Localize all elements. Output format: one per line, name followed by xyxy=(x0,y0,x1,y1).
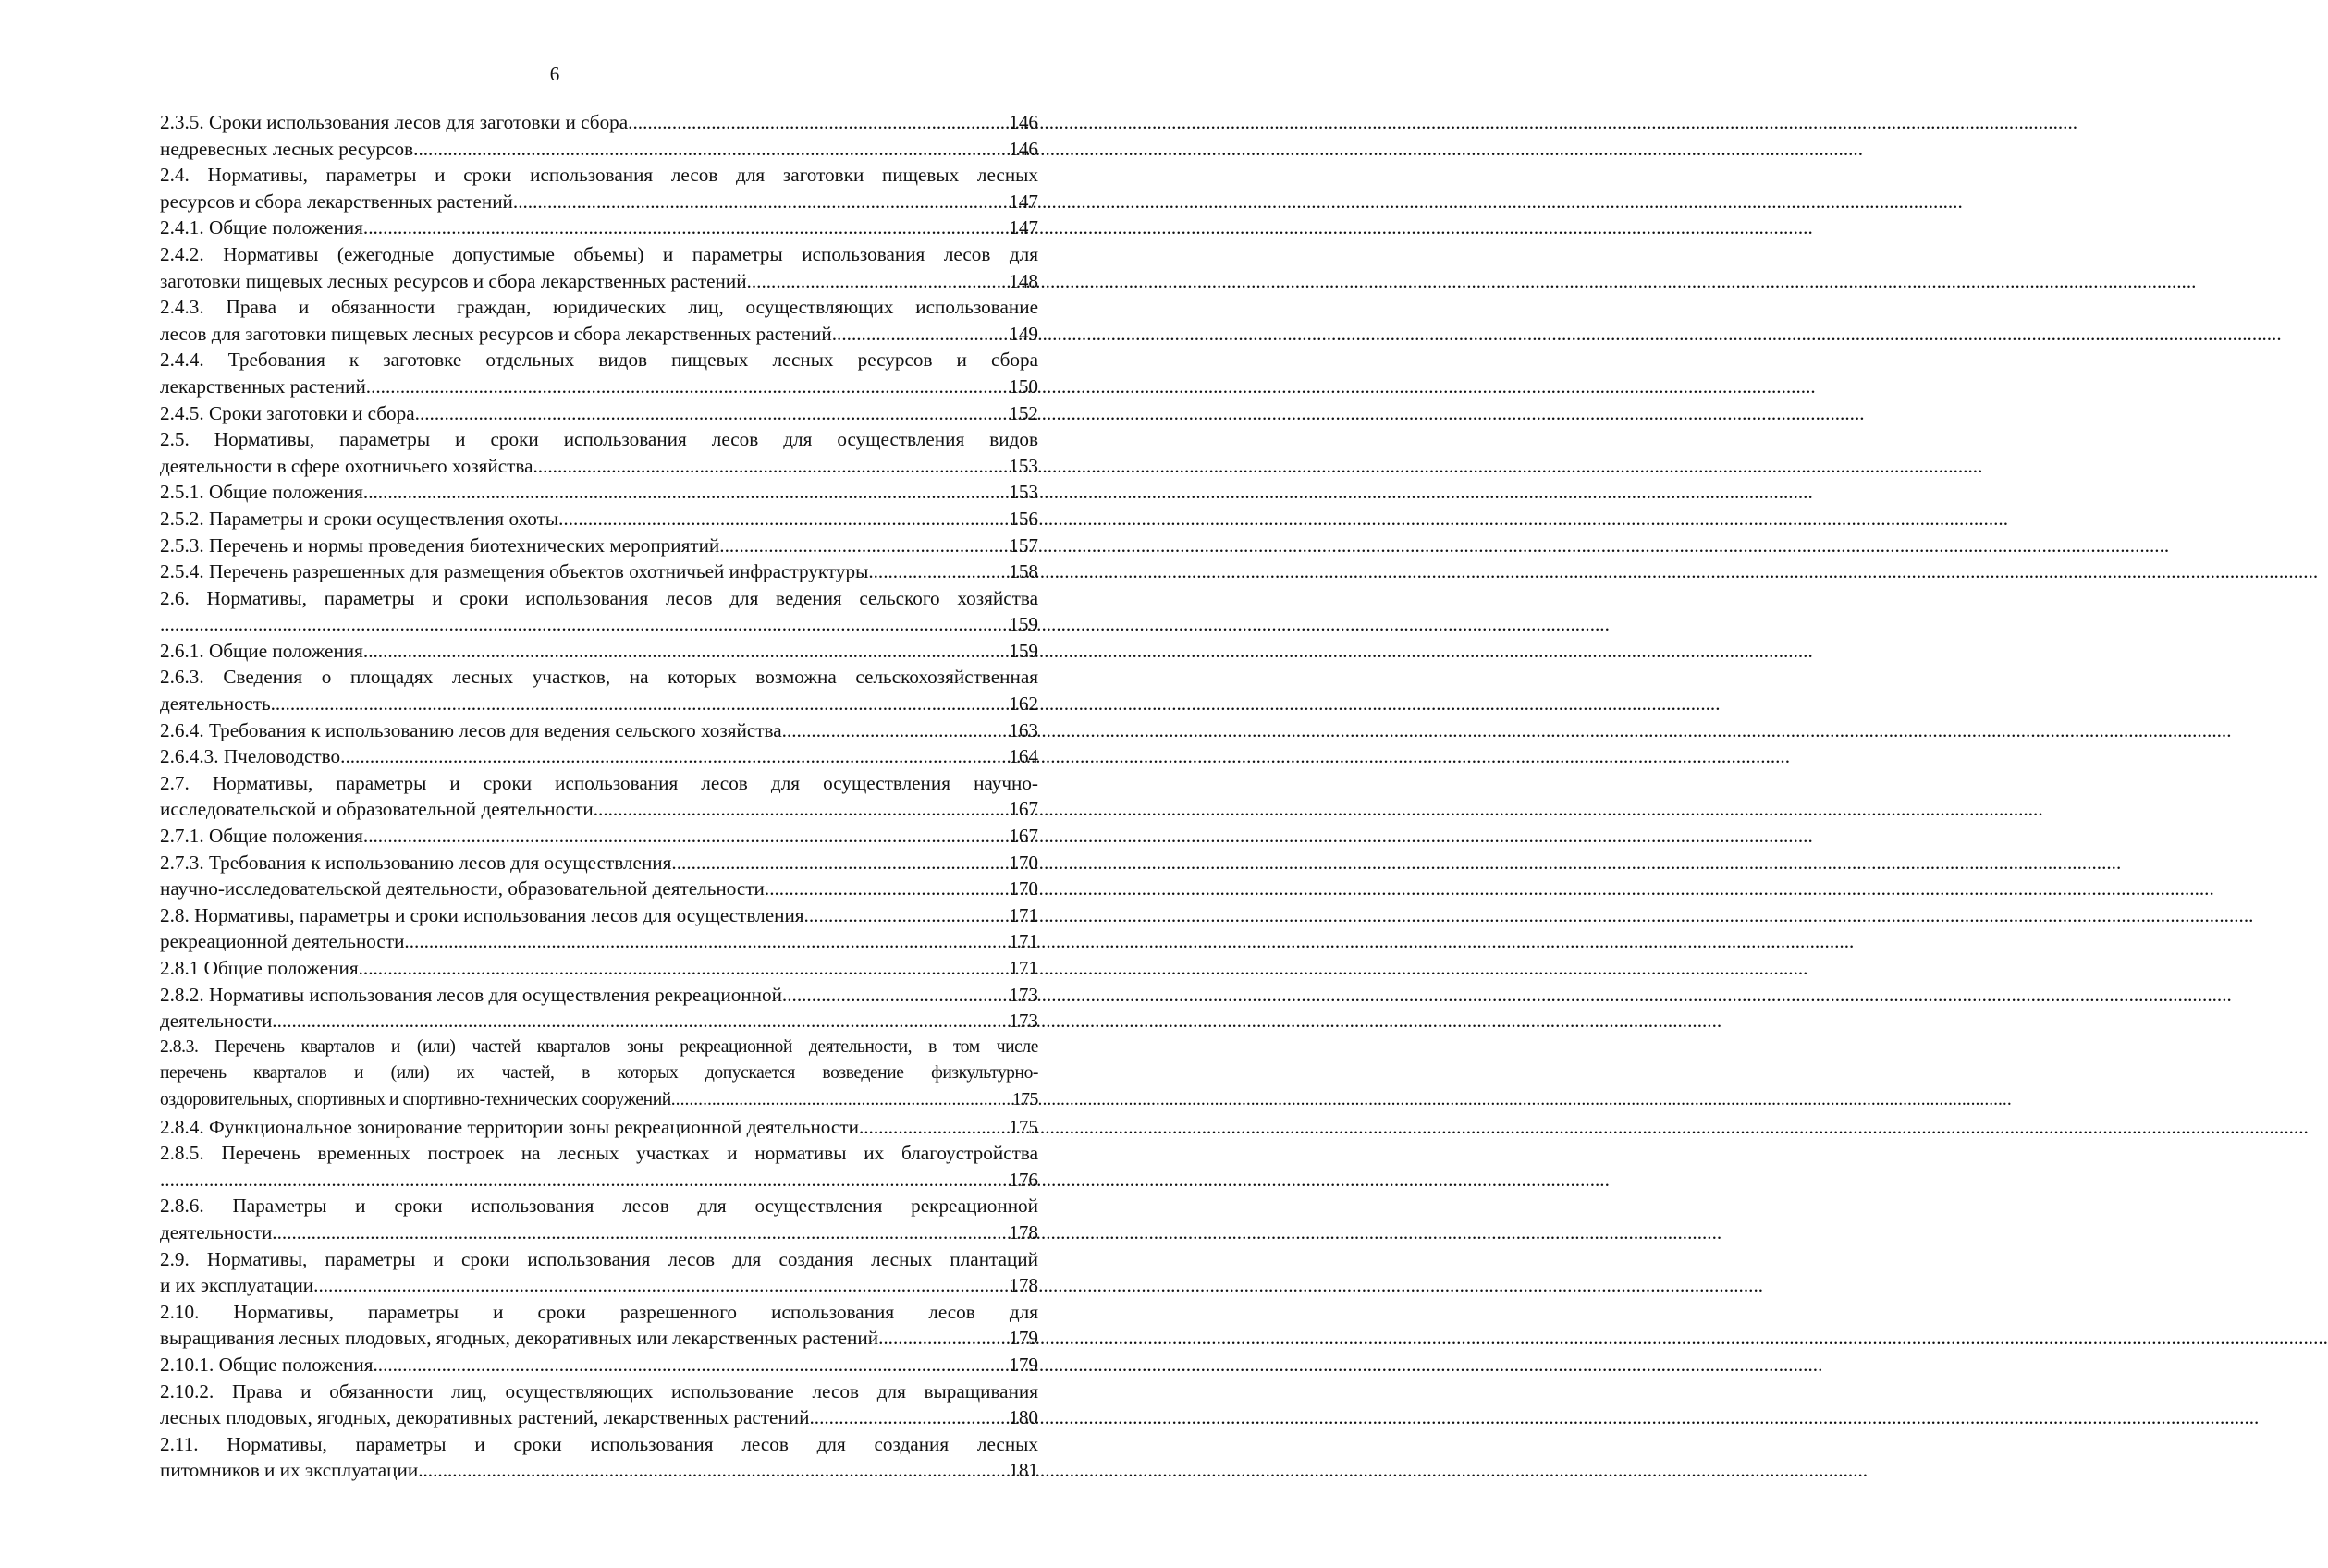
toc-entry-title: деятельности xyxy=(160,1220,273,1243)
dot-leader xyxy=(373,1352,1009,1378)
toc-line xyxy=(160,796,1038,823)
toc-line xyxy=(160,743,1038,770)
dot-leader xyxy=(671,850,1009,876)
toc-line xyxy=(160,928,1038,955)
toc-entry-title: 2.6.4.3. Пчеловодство xyxy=(160,745,341,768)
toc-page-number: 148 xyxy=(1009,269,1038,292)
toc-line xyxy=(160,1087,1038,1114)
toc-entry-title: 2.5.2. Параметры и сроки осуществления охоты xyxy=(160,507,559,530)
toc-page-number: 146 xyxy=(1009,111,1038,133)
toc-line xyxy=(160,558,1038,585)
dot-leader xyxy=(782,717,1010,744)
toc-line xyxy=(160,955,1038,982)
toc-entry-title: 2.5.4. Перечень разрешенных для размещения объектов охотничьей инфраструктуры xyxy=(160,560,869,583)
toc-page-number: 179 xyxy=(1009,1353,1038,1376)
toc-page-number: 157 xyxy=(1009,533,1038,557)
toc-page-number: 158 xyxy=(1009,560,1038,583)
dot-leader xyxy=(363,823,1009,850)
dot-leader xyxy=(413,136,1009,163)
toc-line xyxy=(160,770,1038,797)
toc-line-text: 2.10. Нормативы, параметры и сроки разрешенного использования лесов для xyxy=(160,1300,1038,1323)
toc-line xyxy=(160,850,1038,876)
toc-page-number: 159 xyxy=(1009,639,1038,662)
toc-line xyxy=(160,982,1038,1009)
toc-page-number: 159 xyxy=(1009,613,1038,636)
toc-line xyxy=(160,214,1038,241)
dot-leader xyxy=(671,1087,1012,1114)
toc-page-number: 153 xyxy=(1009,481,1038,504)
toc-line xyxy=(160,1246,1038,1273)
toc-line-text: 2.8.3. Перечень кварталов и (или) частей кварталов зоны рекреационной деятельности, в том числе xyxy=(160,1036,1038,1057)
toc-page-number: 167 xyxy=(1009,825,1038,848)
dot-leader xyxy=(804,902,1010,929)
toc-page-number: 163 xyxy=(1009,718,1038,741)
toc-entry-title: 2.8.4. Функциональное зонирование территории зоны рекреационной деятельности xyxy=(160,1115,859,1138)
toc-line xyxy=(160,400,1038,427)
toc-line-text: 2.5. Нормативы, параметры и сроки использования лесов для осуществления видов xyxy=(160,428,1038,451)
toc-line-text: 2.10.2. Права и обязанности лиц, осуществляющих использование лесов для выращивания xyxy=(160,1379,1038,1403)
toc-line-text: 2.11. Нормативы, параметры и сроки использования лесов для создания лесных xyxy=(160,1432,1038,1455)
toc-page-number: 180 xyxy=(1009,1406,1038,1429)
toc-entry-title: питомников и их эксплуатации xyxy=(160,1459,419,1482)
toc-line-text: перечень кварталов и (или) их частей, в которых допускается возведение физкультурно- xyxy=(160,1063,1038,1084)
toc-line xyxy=(160,241,1038,268)
toc-line xyxy=(160,136,1038,163)
toc-line xyxy=(160,1035,1038,1061)
toc-line xyxy=(160,1193,1038,1219)
toc-page-number: 152 xyxy=(1009,401,1038,424)
dot-leader xyxy=(533,453,1009,480)
toc-line xyxy=(160,1299,1038,1326)
toc-line xyxy=(160,611,1038,638)
toc-entry-title: рекреационной деятельности xyxy=(160,930,405,953)
toc-page-number: 147 xyxy=(1009,190,1038,213)
toc-entry-title: лекарственных растений xyxy=(160,374,366,398)
toc-line xyxy=(160,1431,1038,1458)
toc-line xyxy=(160,876,1038,902)
toc-line-text: 2.6. Нормативы, параметры и сроки использования лесов для ведения сельского хозяйства xyxy=(160,586,1038,609)
toc-line-text: 2.4.4. Требования к заготовке отдельных видов пищевых лесных ресурсов и сбора xyxy=(160,349,1038,372)
dot-leader xyxy=(271,691,1010,717)
toc-entry-title: 2.4.1. Общие положения xyxy=(160,216,363,239)
toc-entry-title: деятельность xyxy=(160,692,271,716)
dot-leader xyxy=(628,109,1009,136)
dot-leader xyxy=(809,1404,1009,1431)
toc-page-number: 175 xyxy=(1009,1115,1038,1138)
toc-line xyxy=(160,1325,1038,1352)
toc-entry-title: 2.4.5. Сроки заготовки и сбора xyxy=(160,401,415,424)
toc-entry-title: 2.6.1. Общие положения xyxy=(160,639,363,662)
toc-line xyxy=(160,1378,1038,1405)
toc-entry-title: выращивания лесных плодовых, ягодных, декоративных или лекарственных растений xyxy=(160,1327,879,1350)
dot-leader xyxy=(272,1219,1009,1246)
toc-entry-title: и их эксплуатации xyxy=(160,1274,314,1297)
dot-leader xyxy=(160,611,1009,638)
toc-entry-title: 2.8. Нормативы, параметры и сроки использования лесов для осуществления xyxy=(160,903,804,926)
dot-leader xyxy=(313,1272,1009,1299)
toc-line xyxy=(160,189,1038,215)
toc-line xyxy=(160,533,1038,559)
dot-leader xyxy=(513,189,1009,215)
toc-line xyxy=(160,268,1038,295)
toc-page-number: 173 xyxy=(1009,983,1038,1006)
toc-line-text: 2.7. Нормативы, параметры и сроки использования лесов для осуществления научно- xyxy=(160,771,1038,794)
toc-line-text: 2.4.2. Нормативы (ежегодные допустимые объемы) и параметры использования лесов для xyxy=(160,242,1038,265)
dot-leader xyxy=(558,506,1009,533)
toc-line xyxy=(160,823,1038,850)
toc-entry-title: научно-исследовательской деятельности, образовательной деятельности xyxy=(160,877,765,900)
toc-line xyxy=(160,1219,1038,1246)
toc-page-number: 164 xyxy=(1009,745,1038,768)
dot-leader xyxy=(404,928,1009,955)
toc-page-number: 170 xyxy=(1009,851,1038,874)
toc-line xyxy=(160,479,1038,506)
toc-page-number: 146 xyxy=(1009,137,1038,160)
toc-line-text: 2.9. Нормативы, параметры и сроки использования лесов для создания лесных плантаций xyxy=(160,1247,1038,1270)
toc-line xyxy=(160,321,1038,348)
dot-leader xyxy=(859,1114,1009,1141)
toc-entry-title: 2.7.3. Требования к использованию лесов для осуществления xyxy=(160,851,672,874)
toc-line xyxy=(160,109,1038,136)
dot-leader xyxy=(594,796,1009,823)
dot-leader xyxy=(782,982,1009,1009)
page-number: 6 xyxy=(549,63,560,85)
toc-line xyxy=(160,162,1038,189)
toc-line xyxy=(160,1352,1038,1378)
toc-line-text: 2.8.5. Перечень временных построек на лесных участках и нормативы их благоустройства xyxy=(160,1142,1038,1165)
toc-entry-title: 2.6.4. Требования к использованию лесов для ведения сельского хозяйства xyxy=(160,718,782,741)
toc-page-number: 156 xyxy=(1009,507,1038,530)
toc-page-number: 171 xyxy=(1009,930,1038,953)
dot-leader xyxy=(363,479,1009,506)
toc-line xyxy=(160,374,1038,400)
dot-leader xyxy=(415,400,1010,427)
toc-line xyxy=(160,585,1038,612)
dot-leader xyxy=(272,1008,1009,1035)
toc-page-number: 175 xyxy=(1011,1089,1038,1109)
dot-leader xyxy=(878,1325,1009,1352)
toc-entry-title: 2.7.1. Общие положения xyxy=(160,825,363,848)
toc-line xyxy=(160,638,1038,665)
toc-entry-title: 2.8.2. Нормативы использования лесов для осуществления рекреационной xyxy=(160,983,782,1006)
toc-line xyxy=(160,453,1038,480)
toc-entry-title: 2.5.3. Перечень и нормы проведения биотехнических мероприятий xyxy=(160,533,720,557)
toc-line xyxy=(160,506,1038,533)
toc-page-number: 178 xyxy=(1009,1274,1038,1297)
toc-line xyxy=(160,1404,1038,1431)
toc-page-number: 171 xyxy=(1009,903,1038,926)
dot-leader xyxy=(363,638,1009,665)
toc-entry-title: оздоровительных, спортивных и спортивно-технических сооружений xyxy=(160,1089,671,1109)
toc-entry-title: 2.5.1. Общие положения xyxy=(160,481,363,504)
toc-page-number: 170 xyxy=(1009,877,1038,900)
toc-line-text: 2.4. Нормативы, параметры и сроки использования лесов для заготовки пищевых лесных xyxy=(160,164,1038,187)
toc-line xyxy=(160,347,1038,374)
toc-page-number: 149 xyxy=(1009,322,1038,345)
toc-page-number: 171 xyxy=(1009,957,1038,979)
dot-leader xyxy=(719,533,1009,559)
dot-leader xyxy=(765,876,1009,902)
toc-line xyxy=(160,664,1038,691)
toc-line xyxy=(160,294,1038,321)
toc-line-text: 2.6.3. Сведения о площадях лесных участков, на которых возможна сельскохозяйственная xyxy=(160,666,1038,689)
toc-line xyxy=(160,1140,1038,1167)
toc-page-number: 150 xyxy=(1009,374,1038,398)
dot-leader xyxy=(366,374,1009,400)
toc-entry-title: лесов для заготовки пищевых лесных ресурсов и сбора лекарственных растений xyxy=(160,322,832,345)
dot-leader xyxy=(160,1167,1009,1194)
toc-line-text: 2.4.3. Права и обязанности граждан, юридических лиц, осуществляющих использование xyxy=(160,296,1038,319)
toc-line xyxy=(160,1457,1038,1484)
toc-entry-title: недревесных лесных ресурсов xyxy=(160,137,414,160)
toc-page-number: 178 xyxy=(1009,1220,1038,1243)
toc-page-number: 176 xyxy=(1009,1168,1038,1191)
toc-page-number: 179 xyxy=(1009,1327,1038,1350)
toc-entry-title: 2.8.1 Общие положения xyxy=(160,957,359,979)
dot-leader xyxy=(363,214,1009,241)
toc-line xyxy=(160,717,1038,744)
toc-entry-title: деятельности xyxy=(160,1010,273,1033)
toc-line xyxy=(160,1008,1038,1035)
toc-entry-title: лесных плодовых, ягодных, декоративных растений, лекарственных растений xyxy=(160,1406,810,1429)
dot-leader xyxy=(418,1457,1009,1484)
toc-page-number: 153 xyxy=(1009,454,1038,477)
dot-leader xyxy=(832,321,1009,348)
toc-page-number: 167 xyxy=(1009,798,1038,821)
toc-line xyxy=(160,902,1038,929)
toc-line xyxy=(160,691,1038,717)
dot-leader xyxy=(868,558,1009,585)
toc-page-number: 173 xyxy=(1009,1010,1038,1033)
toc-page-number: 162 xyxy=(1009,692,1038,716)
toc-line xyxy=(160,1114,1038,1141)
toc-entry-title: 2.3.5. Сроки использования лесов для заготовки и сбора xyxy=(160,111,629,133)
toc-entry-title: деятельности в сфере охотничьего хозяйства xyxy=(160,454,533,477)
toc-line-text: 2.8.6. Параметры и сроки использования лесов для осуществления рекреационной xyxy=(160,1194,1038,1218)
dot-leader xyxy=(340,743,1009,770)
toc-page-number: 147 xyxy=(1009,216,1038,239)
toc-line xyxy=(160,426,1038,453)
toc-entry-title: исследовательской и образовательной деятельности xyxy=(160,798,594,821)
toc-line xyxy=(160,1272,1038,1299)
toc-entry-title: ресурсов и сбора лекарственных растений xyxy=(160,190,513,213)
toc-line xyxy=(160,1167,1038,1194)
toc-page-number: 181 xyxy=(1009,1459,1038,1482)
table-of-contents xyxy=(160,109,1038,1484)
toc-line xyxy=(160,1060,1038,1087)
toc-entry-title: заготовки пищевых лесных ресурсов и сбора лекарственных растений xyxy=(160,269,747,292)
dot-leader xyxy=(747,268,1010,295)
dot-leader xyxy=(359,955,1010,982)
toc-entry-title: 2.10.1. Общие положения xyxy=(160,1353,374,1376)
